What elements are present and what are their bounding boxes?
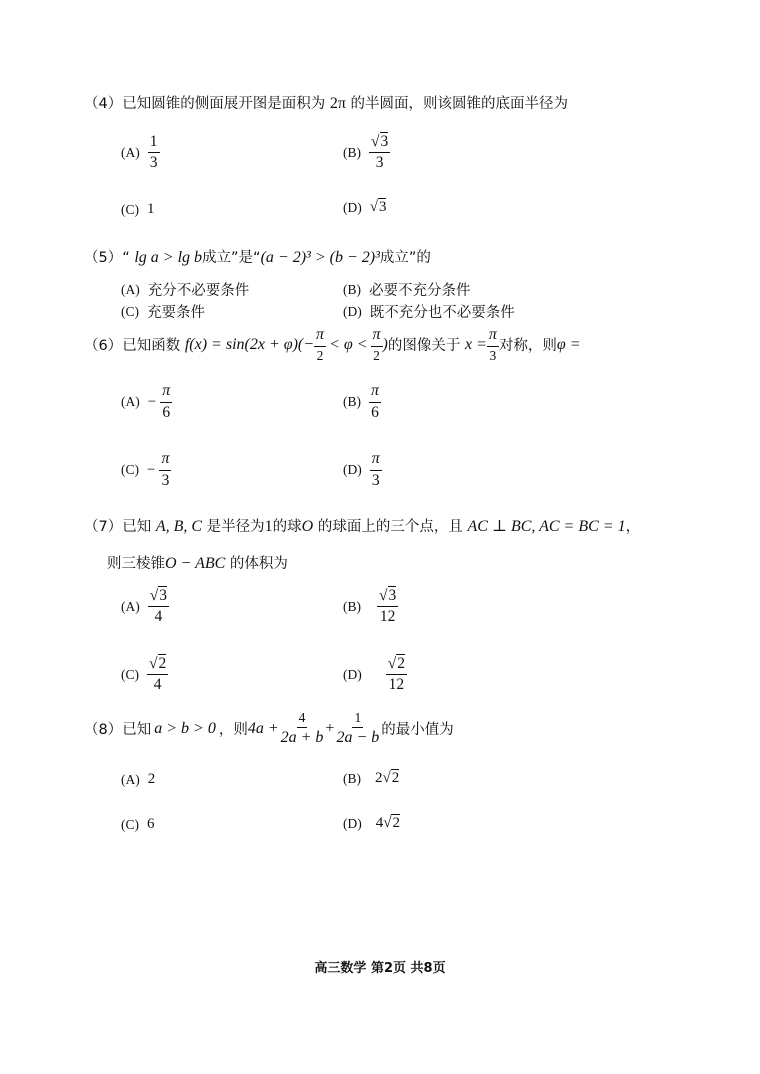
option-8c[interactable]: (C) 6 — [121, 816, 155, 832]
option-8a[interactable]: (A) 2 — [121, 771, 156, 787]
option-4b[interactable]: (B) $\frac{√3}{3}$ — [343, 133, 389, 172]
option-6b[interactable]: (B) $\frac{\pi}{6}$ — [343, 382, 380, 421]
question-7-stem-line2: 则三棱锥O − ABC 的体积为 — [107, 555, 288, 572]
option-5a[interactable]: (A) 充分不必要条件 — [121, 281, 250, 299]
option-4a[interactable]: (A) $\frac{1}{3}$ — [121, 133, 158, 172]
question-4-stem: （4）已知圆锥的侧面展开图是面积为 2π 的半圆面，则该圆锥的底面半径为 — [84, 95, 569, 112]
option-7a[interactable]: (A) $\frac{√3}{4}$ — [121, 587, 168, 626]
question-8-stem: （8） 已知 a > b > 0 ，则 4a + $\frac{4}{2a + b}$ + $\frac{1}{2a - b}$ 的最小值为 — [84, 710, 454, 747]
option-6c[interactable]: (C) − $\frac{\pi}{3}$ — [121, 450, 170, 489]
question-7-stem: （7）已知 A, B, C 是半径为1的球O 的球面上的三个点，且 AC ⊥ BC, AC = BC = 1， — [84, 518, 641, 535]
fraction: $\frac{1}{3}$ — [149, 133, 158, 172]
option-8d[interactable]: (D) 4 √2 — [343, 815, 400, 831]
question-number: （4） — [84, 96, 123, 112]
page-footer: 高三数学 第2页 共8页 — [314, 961, 446, 976]
question-5-stem: （5）“ lg a > lg b成立”是“(a − 2)³ > (b − 2)³成立”的 — [84, 249, 431, 266]
option-5d[interactable]: (D) 既不充分也不必要条件 — [343, 303, 515, 321]
option-6a[interactable]: (A) − $\frac{\pi}{6}$ — [121, 382, 171, 421]
option-5c[interactable]: (C) 充要条件 — [121, 303, 205, 321]
option-5b[interactable]: (B) 必要不充分条件 — [343, 281, 471, 299]
option-4d[interactable]: (D) √3 — [343, 199, 387, 215]
option-7c[interactable]: (C) $\frac{√2}{4}$ — [121, 655, 167, 694]
sqrt: √3 — [369, 199, 387, 215]
option-4c[interactable]: (C) 1 — [121, 201, 155, 217]
option-7d[interactable]: (D) $\frac{√2}{12}$ — [343, 655, 406, 694]
option-6d[interactable]: (D) $\frac{\pi}{3}$ — [343, 450, 380, 489]
option-8b[interactable]: (B) 2 √2 — [343, 770, 400, 786]
option-7b[interactable]: (B) $\frac{√3}{12}$ — [343, 587, 397, 626]
question-6-stem: （6） 已知函数 f(x) = sin(2x + φ)(− $\frac{\pi}{2}$ < φ < $\frac{\pi}{2}$ ) 的图像关于 x = $\frac{\pi}{3}$ 对称，则 φ = — [84, 326, 581, 363]
fraction: $\frac{√3}{3}$ — [371, 133, 389, 172]
